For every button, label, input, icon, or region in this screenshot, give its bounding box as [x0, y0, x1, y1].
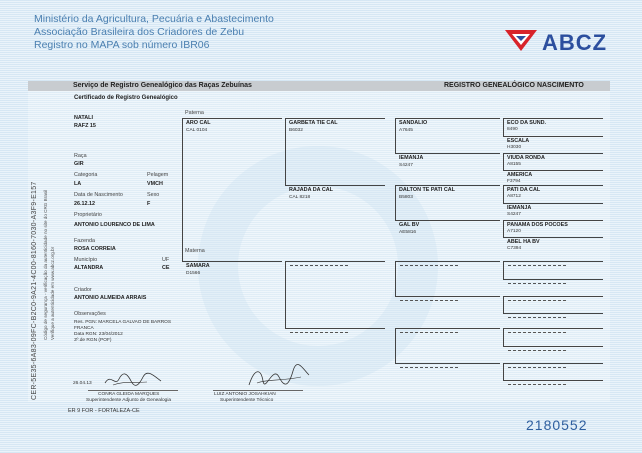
registry-type-title: REGISTRO GENEALÓGICO NASCIMENTO [444, 82, 584, 89]
authenticity-note: Verifique a autenticidade em www.abcz.org.br [50, 246, 55, 340]
unknown-ancestor-line [400, 367, 458, 368]
observation-line: FRANCA [74, 326, 94, 331]
pedigree-line [395, 185, 500, 186]
pedigree-bracket-g2 [285, 261, 286, 329]
abcz-logo [504, 28, 616, 54]
birth-date-value: 26.12.12 [74, 201, 95, 207]
owner-label: Proprietário [74, 212, 102, 218]
birth-date-label: Data de Nascimento [74, 192, 123, 198]
pedigree-bracket-g3 [395, 328, 396, 364]
farm-value: ROSA CORREIA [74, 246, 116, 252]
pedigree-line [503, 261, 603, 262]
sire-registration: CAL 0104 [186, 128, 208, 133]
breeder-value: ANTONIO ALMEIDA ARRAIS [74, 295, 147, 301]
pedigree-line [285, 261, 385, 262]
sire-dam-registration: CAL 8218 [289, 195, 311, 200]
unknown-ancestor-line [400, 265, 458, 266]
paternal-line-label: Paterna [185, 110, 204, 116]
pedigree-line [395, 118, 500, 119]
pedigree-bracket-g4 [503, 220, 504, 238]
city-value: ALTANDRA [74, 265, 104, 271]
service-title: Serviço de Registro Genealógico das Raças Zebuínas [73, 82, 252, 89]
sire-sire-registration: B6032 [289, 128, 303, 133]
pedigree-line [182, 118, 282, 119]
unknown-ancestor-line [290, 265, 348, 266]
pedigree-line [285, 328, 385, 329]
ancestor-registration: S4247 [507, 212, 521, 217]
title-band [28, 81, 610, 91]
watermark-emblem [198, 146, 438, 386]
pedigree-line [503, 220, 603, 221]
sex-value: F [147, 201, 151, 207]
ancestor-name: ESCALA [507, 138, 530, 144]
observation-line: 3º.de RGN (POF) [74, 338, 112, 343]
observation-line: Res. PGN: MARCELA GALVAO DE BARROS [74, 320, 172, 325]
sex-label: Sexo [147, 192, 160, 198]
unknown-ancestor-line [508, 332, 566, 333]
pedigree-bracket-g4 [503, 363, 504, 381]
unknown-ancestor-line [400, 332, 458, 333]
ancestor-name: ECO DA SUND. [507, 120, 547, 126]
ancestor-registration: C7394 [507, 246, 522, 251]
pedigree-bracket-g1 [182, 118, 183, 262]
observation-line: Data RGN: 23/04/2012 [74, 332, 123, 337]
category-value: LA [74, 181, 82, 187]
pedigree-bracket-g3 [395, 118, 396, 154]
pedigree-line [182, 261, 282, 262]
unknown-ancestor-line [508, 367, 566, 368]
certificate-body [28, 91, 610, 402]
unknown-ancestor-line [508, 265, 566, 266]
issue-date: 26.04.13 [73, 381, 92, 386]
ancestor-registration: S4247 [399, 163, 413, 168]
unknown-ancestor-line [400, 300, 458, 301]
issuing-office: ER 9 FOR - FORTALEZA-CE [68, 408, 140, 414]
pedigree-line [503, 118, 603, 119]
ancestor-name: IEMANJA [399, 155, 424, 161]
dam-name: SAMARA [186, 263, 210, 269]
unknown-ancestor-line [508, 317, 566, 318]
signature-line [88, 390, 178, 391]
pedigree-line [503, 185, 603, 186]
ancestor-name: PANAMA DOS POCOES [507, 222, 568, 228]
pedigree-line [503, 363, 603, 364]
pedigree-line [285, 118, 385, 119]
ancestor-name: SANDALIO [399, 120, 428, 126]
pedigree-line [503, 237, 603, 238]
certificate-title: Certificado de Registro Genealógico [74, 95, 178, 101]
abcz-logo-mark-icon [504, 28, 538, 52]
left-signatory-role: Superintendente Adjunto de Genealogia [86, 398, 172, 403]
security-code-note: Código de segurança - verificação da autenticidade no site do CRG Brasil [43, 189, 48, 340]
right-signatory-role: Superintendente Técnico [220, 398, 274, 403]
uf-value: CE [162, 265, 170, 271]
pedigree-line [395, 363, 500, 364]
ancestor-name: GAL BV [399, 222, 420, 228]
coat-label: Pelagem [147, 172, 169, 178]
pedigree-line [395, 328, 500, 329]
pedigree-line [503, 328, 603, 329]
owner-value: ANTONIO LOURENCO DE LIMA [74, 222, 155, 228]
animal-name: NATALI [74, 115, 93, 121]
breed-value: GIR [74, 161, 84, 167]
signature-line [213, 390, 303, 391]
unknown-ancestor-line [508, 283, 566, 284]
pedigree-line [503, 153, 603, 154]
pedigree-line [503, 313, 603, 314]
left-signatory-name: CONRA GLEIDA MARQUES [98, 392, 160, 397]
coat-value: VMCH [147, 181, 163, 187]
ancestor-name: PATI DA CAL [507, 187, 541, 193]
pedigree-line [395, 220, 500, 221]
pedigree-line [503, 380, 603, 381]
registry-heading: Registro no MAPA sob número IBR06 [34, 39, 210, 51]
sire-name: ARO CAL [186, 120, 211, 126]
farm-label: Fazenda [74, 238, 95, 244]
security-code-column [30, 100, 70, 400]
pedigree-line [395, 296, 500, 297]
unknown-ancestor-line [508, 300, 566, 301]
breeder-label: Criador [74, 287, 92, 293]
pedigree-line [503, 203, 603, 204]
pedigree-line [285, 185, 385, 186]
pedigree-line [395, 261, 500, 262]
pedigree-line [503, 346, 603, 347]
pedigree-bracket-g4 [503, 118, 504, 137]
right-signature-scribble [243, 363, 313, 391]
ministry-heading: Ministério da Agricultura, Pecuária e Abastecimento [34, 13, 274, 25]
animal-id: RAFZ 15 [74, 123, 96, 129]
ancestor-name: DALTON TE PATI CAL [399, 187, 455, 193]
dam-registration: D1566 [186, 271, 201, 276]
ancestor-registration: B5803 [399, 195, 413, 200]
association-heading: Associação Brasileira dos Criadores de Zebu [34, 26, 245, 38]
pedigree-bracket-g4 [503, 296, 504, 314]
right-signatory-name: LUIZ ANTONIO JOSAHKIAN [214, 392, 276, 397]
sire-dam-name: RAJADA DA CAL [289, 187, 333, 193]
pedigree-bracket-g4 [503, 185, 504, 204]
pedigree-bracket-g2 [285, 118, 286, 186]
pedigree-bracket-g4 [503, 261, 504, 280]
security-code: CER-5E35-6A83-09FC-B2C0-9A21-4C00-8160-7030-A3F9-E157 [31, 181, 38, 400]
ancestor-name: IEMANJA [507, 205, 532, 211]
unknown-ancestor-line [290, 332, 348, 333]
ancestor-registration: 8490 [507, 127, 518, 132]
ancestor-registration: A7645 [399, 128, 413, 133]
ancestor-name: AMERICA [507, 172, 533, 178]
ancestor-registration: A7120 [507, 229, 521, 234]
abcz-logo-text: ABCZ [542, 30, 608, 55]
ancestor-registration: A8712 [507, 194, 521, 199]
pedigree-line [503, 136, 603, 137]
sire-sire-name: GARBETA TIE CAL [289, 120, 338, 126]
maternal-line-label: Materna [185, 248, 205, 254]
pedigree-bracket-g4 [503, 153, 504, 171]
left-signature-scribble [103, 369, 163, 389]
ancestor-registration: H3030 [507, 145, 522, 150]
ancestor-registration: AE5816 [399, 230, 417, 235]
pedigree-bracket-g3 [395, 185, 396, 221]
ancestor-registration: A8155 [507, 162, 521, 167]
pedigree-bracket-g4 [503, 328, 504, 347]
uf-label: UF [162, 257, 170, 263]
breed-label: Raça [74, 153, 87, 159]
ancestor-registration: F3794 [507, 179, 521, 184]
city-label: Município [74, 257, 98, 263]
unknown-ancestor-line [508, 350, 566, 351]
serial-number: 2180552 [526, 417, 588, 433]
pedigree-line [395, 153, 500, 154]
ancestor-name: ABEL HA BV [507, 239, 540, 245]
category-label: Categoria [74, 172, 98, 178]
ancestor-name: VIUDA RONDA [507, 155, 545, 161]
pedigree-line [503, 170, 603, 171]
pedigree-line [503, 296, 603, 297]
unknown-ancestor-line [508, 384, 566, 385]
pedigree-line [503, 279, 603, 280]
observations-label: Observações [74, 311, 106, 317]
pedigree-bracket-g3 [395, 261, 396, 297]
